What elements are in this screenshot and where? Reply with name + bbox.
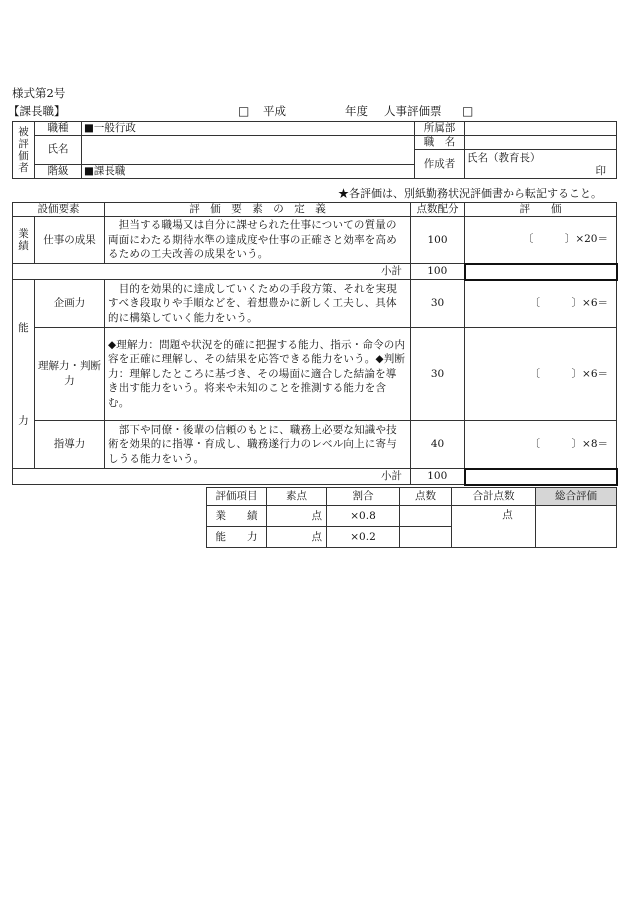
item-shidoryoku: 指導力: [35, 421, 105, 469]
heisei-label: 平成: [263, 104, 286, 118]
points-shigoto-no-seika: 100: [411, 217, 465, 264]
header-points: 点数配分: [411, 203, 465, 217]
transcribe-note: ★各評価は、別紙勤務状況評価書から転記すること。: [338, 187, 602, 200]
evaluation-table: [12, 202, 618, 486]
kaikyu-label: 階級: [35, 164, 82, 179]
shokushu-label: 職種: [35, 122, 82, 136]
shimei-label: 氏名: [35, 136, 82, 165]
seal-mark: 印: [595, 165, 606, 177]
category-noryoku-bottom: 力: [18, 415, 29, 427]
shokumei-label: 職 名: [415, 136, 465, 150]
header-element: 設価要素: [13, 203, 105, 217]
points-kikakuryoku: 30: [411, 280, 465, 328]
gyoseki-subtotal-field[interactable]: [465, 264, 617, 280]
header-evaluation: 評 価: [465, 203, 617, 217]
noryoku-subtotal-field[interactable]: [465, 469, 617, 485]
evaluatee-vertical-label: 被 評 価 者: [13, 122, 35, 179]
shokumei-field[interactable]: [465, 136, 617, 150]
summary-row-gyoseki: 業 績: [207, 506, 267, 527]
summary-header-total: 合計点数: [452, 488, 536, 506]
nendo-label: 年度: [345, 104, 368, 118]
sakuseisha-name: 氏名（教育長）: [467, 152, 541, 164]
summary-header-score: 点数: [400, 488, 452, 506]
form-number: 様式第2号: [12, 86, 66, 100]
evaluatee-table: [12, 121, 617, 179]
summary-overall-field[interactable]: [536, 506, 617, 548]
summary-header-ratio: 割合: [327, 488, 400, 506]
eval-rikairyoku-handanryoku[interactable]: 〔 〕×6＝: [465, 328, 617, 421]
summary-row-noryoku: 能 力: [207, 527, 267, 548]
category-noryoku-top: 能: [18, 322, 29, 334]
item-kikakuryoku: 企画力: [35, 280, 105, 328]
shozokubu-field[interactable]: [465, 122, 617, 136]
item-rikairyoku-handanryoku: 理解力・判断力: [35, 328, 105, 421]
sheet-title: 人事評価票: [384, 104, 442, 118]
gyoseki-subtotal-points: 100: [411, 264, 465, 280]
summary-header-item: 評価項目: [207, 488, 267, 506]
definition-kikakuryoku: 目的を効果的に達成していくための手段方策、それを実現すべき段取りや手順などを、着想豊かに新しく工夫し、具体的に構築していく能力をいう。: [105, 280, 411, 328]
noryoku-subtotal-label: 小計: [13, 469, 411, 485]
kaikyu-value[interactable]: ■課長職: [82, 164, 415, 179]
summary-score-noryoku[interactable]: [400, 527, 452, 548]
points-rikairyoku-handanryoku: 30: [411, 328, 465, 421]
sakuseisha-label: 作成者: [415, 150, 465, 179]
eval-kikakuryoku[interactable]: 〔 〕×6＝: [465, 280, 617, 328]
summary-ratio-noryoku: ×0.2: [327, 527, 400, 548]
shozokubu-label: 所属部: [415, 122, 465, 136]
eval-shigoto-no-seika[interactable]: 〔 〕×20＝: [465, 217, 617, 264]
header-definition: 評 価 要 素 の 定 義: [105, 203, 411, 217]
sakuseisha-field[interactable]: [465, 150, 617, 179]
category-gyoseki: 業 績: [13, 217, 35, 264]
gyoseki-subtotal-label: 小計: [13, 264, 411, 280]
summary-ratio-gyoseki: ×0.8: [327, 506, 400, 527]
summary-raw-noryoku[interactable]: 点: [267, 527, 327, 548]
definition-rikairyoku-handanryoku: ◆理解力：問題や状況を的確に把握する能力、指示・命令の内容を正確に理解し、その結果を応答できる能力をいう。◆判断力：理解したところに基づき、その場面に適合した結論を導き出す能力をいう。将来や未知のことを推測する能力を含む。: [105, 328, 411, 421]
category-noryoku: [13, 280, 35, 469]
summary-score-gyoseki[interactable]: [400, 506, 452, 527]
position-label: 【課長職】: [8, 104, 66, 118]
summary-table: [206, 487, 617, 548]
checkbox-left[interactable]: □: [238, 104, 250, 118]
summary-total-field[interactable]: 点: [452, 506, 536, 548]
shimei-field[interactable]: [82, 136, 415, 165]
summary-raw-gyoseki[interactable]: 点: [267, 506, 327, 527]
summary-header-raw: 素点: [267, 488, 327, 506]
shokushu-value[interactable]: ■一般行政: [82, 122, 415, 136]
summary-header-overall: 総合評価: [536, 488, 617, 506]
definition-shidoryoku: 部下や同僚・後輩の信頼のもとに、職務上必要な知識や技術を効果的に指導・育成し、職務遂行力のレベル向上に寄与しうる能力をいう。: [105, 421, 411, 469]
points-shidoryoku: 40: [411, 421, 465, 469]
definition-shigoto-no-seika: 担当する職場又は自分に課せられた仕事についての質量の両面にわたる期待水準の達成度や仕事の正確さと効率を高めるための工夫改善の成果をいう。: [105, 217, 411, 264]
eval-shidoryoku[interactable]: 〔 〕×8＝: [465, 421, 617, 469]
noryoku-subtotal-points: 100: [411, 469, 465, 485]
checkbox-right[interactable]: □: [462, 104, 474, 118]
item-shigoto-no-seika: 仕事の成果: [35, 217, 105, 264]
